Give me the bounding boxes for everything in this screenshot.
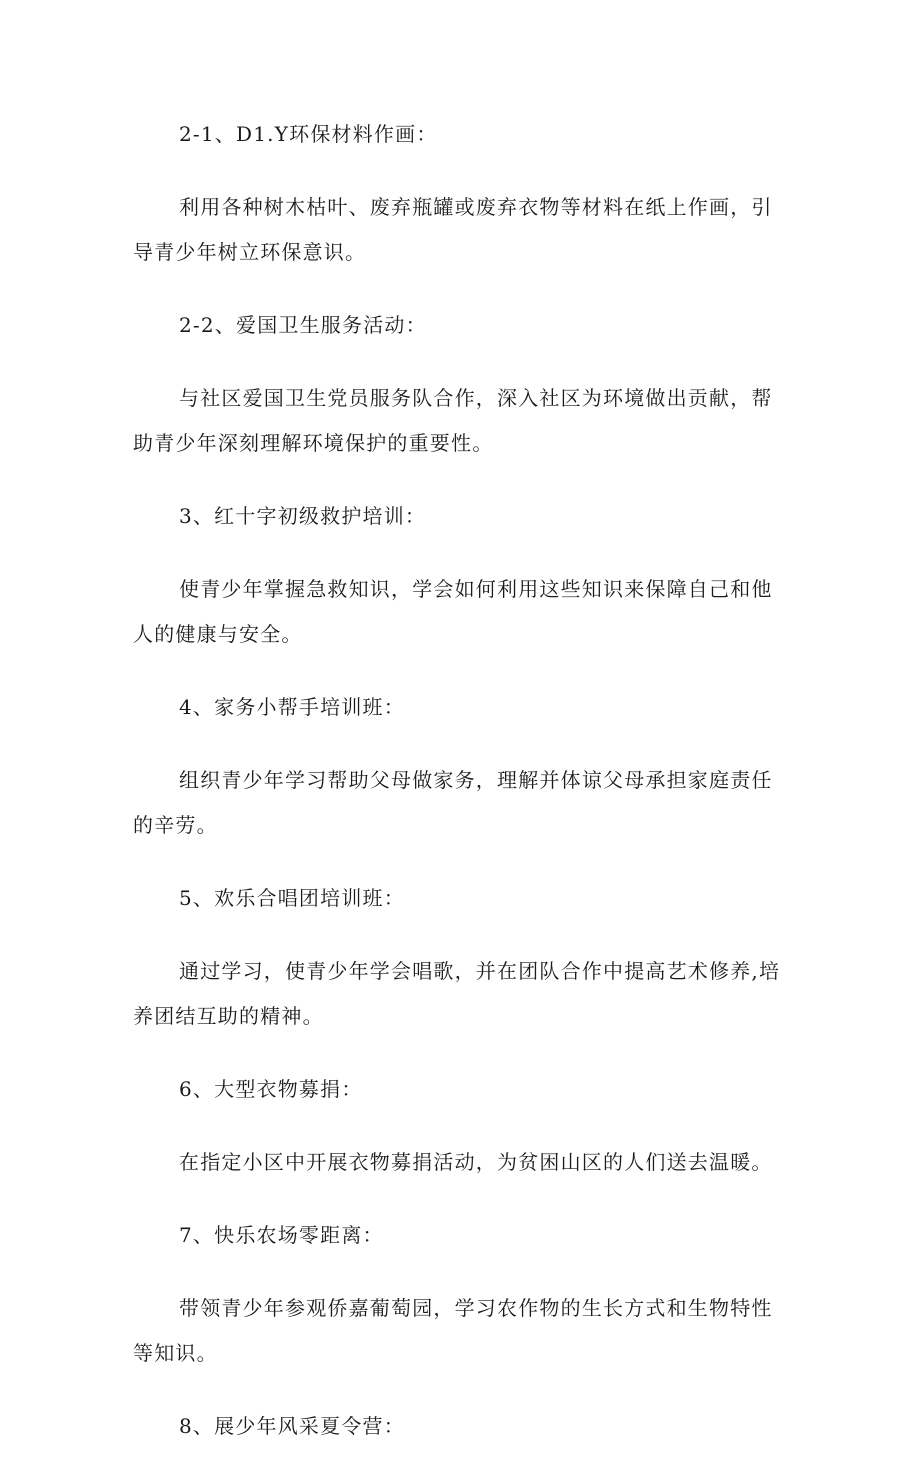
section-heading: 7、快乐农场零距离： [179,1223,384,1247]
section-heading: 2-1、D1.Y环保材料作画： [179,122,438,146]
section-paragraph: 带领青少年参观侨嘉葡萄园，学习农作物的生长方式和生物特性等知识。 [133,1296,773,1365]
section-heading: 2-2、爱国卫生服务活动： [179,313,427,337]
section-heading: 5、欢乐合唱团培训班： [179,886,405,910]
section-paragraph: 通过学习，使青少年学会唱歌，并在团队合作中提高艺术修养,培养团结互助的精神。 [133,959,781,1028]
document-body [133,112,793,1477]
section-paragraph: 利用各种树木枯叶、废弃瓶罐或废弃衣物等材料在纸上作画，引导青少年树立环保意识。 [133,195,773,264]
section-paragraph: 组织青少年学习帮助父母做家务，理解并体谅父母承担家庭责任的辛劳。 [133,768,773,837]
section-paragraph: 在指定小区中开展衣物募捐活动，为贫困山区的人们送去温暖。 [179,1150,773,1174]
section-heading: 6、大型衣物募捐： [179,1077,363,1101]
section-paragraph: 使青少年掌握急救知识，学会如何利用这些知识来保障自己和他人的健康与安全。 [133,577,773,646]
section-heading: 3、红十字初级救护培训： [179,504,427,528]
section-heading: 8、展少年风采夏令营： [179,1414,405,1438]
section-paragraph: 与社区爱国卫生党员服务队合作，深入社区为环境做出贡献，帮助青少年深刻理解环境保护的重要性。 [133,386,773,455]
section-heading: 4、家务小帮手培训班： [179,695,405,719]
